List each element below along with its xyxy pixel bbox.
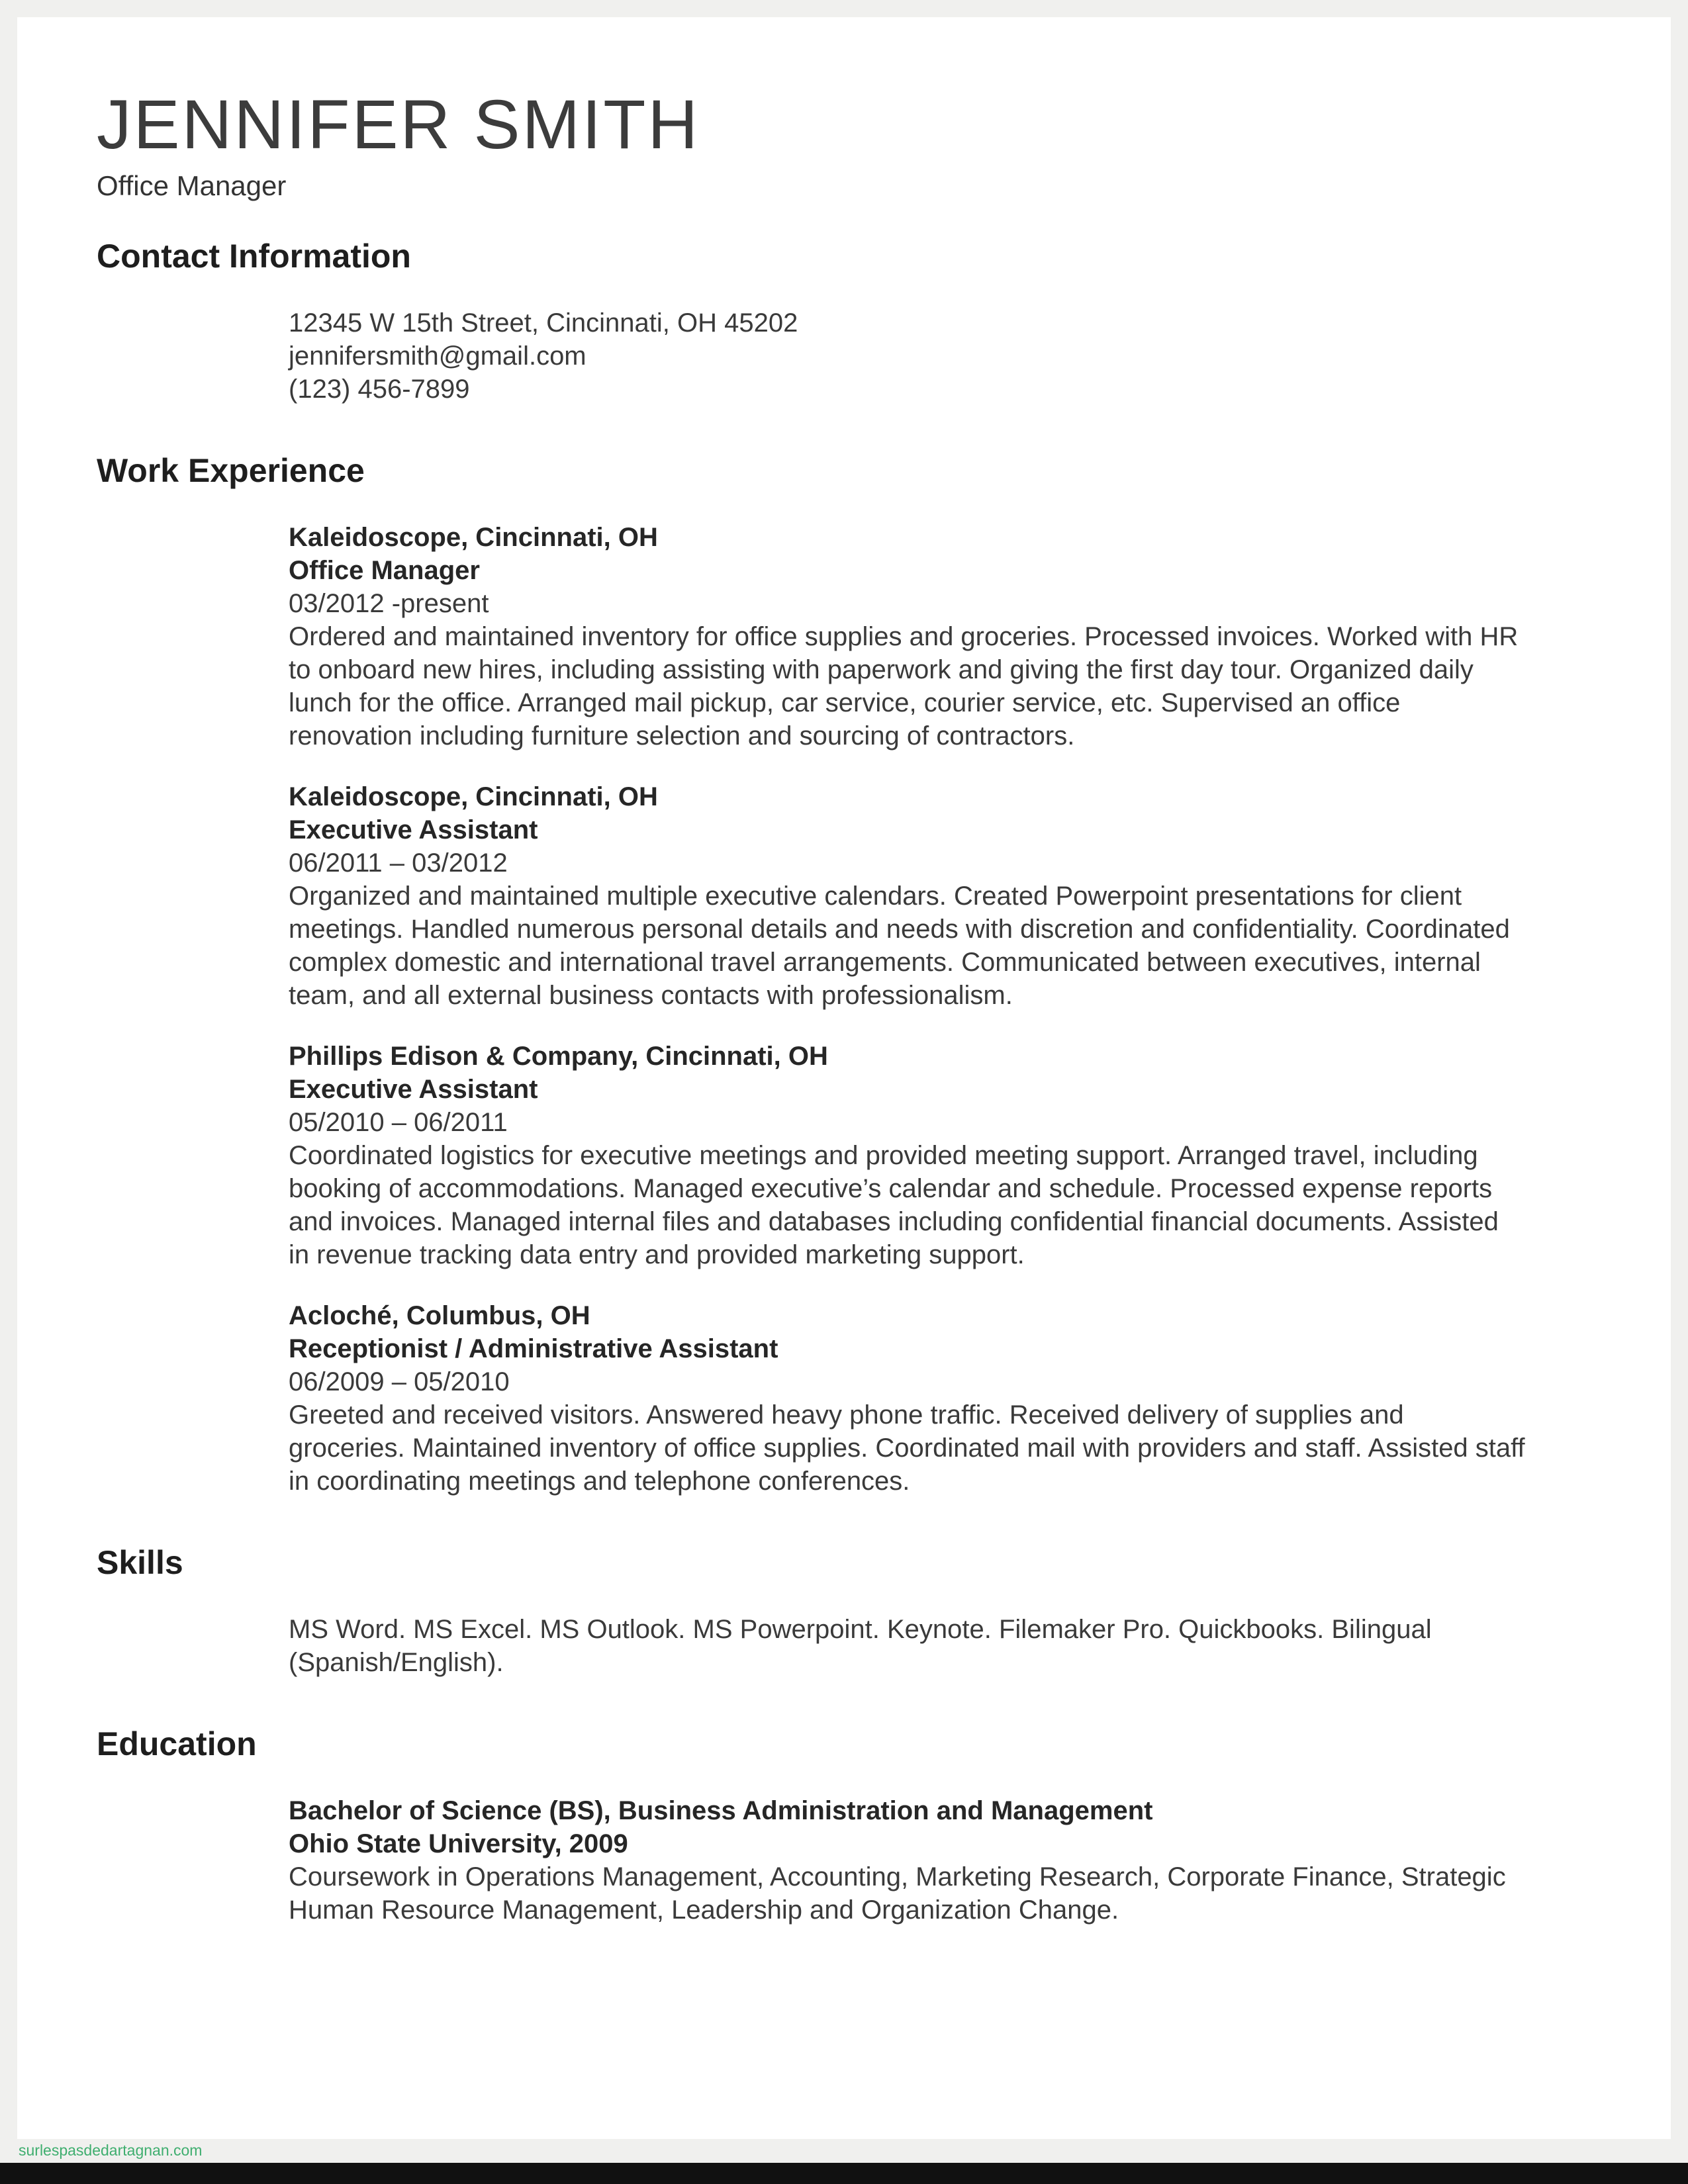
skills-text: MS Word. MS Excel. MS Outlook. MS Powerpoint. Keynote. Filemaker Pro. Quickbooks. Bilingual (Spanish/English). <box>289 1614 1432 1677</box>
job-entry <box>289 521 1526 752</box>
job-description: Coordinated logistics for executive meetings and provided meeting support. Arranged travel, including booking of accommodations. Managed executive’s calendar and schedule. Processed expense reports and invoices. Managed internal files and databases including confidential financial documents. Assisted in revenue tracking data entry and provided marketing support. <box>289 1140 1499 1269</box>
bottom-bar <box>0 2163 1688 2184</box>
job-role: Executive Assistant <box>289 1074 538 1104</box>
job-dates: 06/2011 – 03/2012 <box>289 848 508 878</box>
job-role: Executive Assistant <box>289 815 538 844</box>
job-entry <box>289 1299 1526 1498</box>
education-degree: Bachelor of Science (BS), Business Administration and Management <box>289 1796 1153 1825</box>
skills-heading: Skills <box>97 1543 183 1581</box>
resume-name: JENNIFER SMITH <box>97 86 700 163</box>
work-experience-heading: Work Experience <box>97 451 365 489</box>
job-dates: 03/2012 -present <box>289 588 489 618</box>
resume-page <box>17 17 1671 2139</box>
education-school: Ohio State University, 2009 <box>289 1829 628 1858</box>
job-company: Kaleidoscope, Cincinnati, OH <box>289 522 658 552</box>
section-skills <box>97 1544 1591 1679</box>
education-coursework: Coursework in Operations Management, Accounting, Marketing Research, Corporate Finance, Strategic Human Resource Management, Leadership and Organization Change. <box>289 1862 1506 1925</box>
work-experience-list <box>289 521 1526 1498</box>
job-entry <box>289 1040 1526 1271</box>
job-description: Ordered and maintained inventory for office supplies and groceries. Processed invoices. Worked with HR to onboard new hires, including assisting with paperwork and giving the first day tour. Organized daily lunch for the office. Arranged mail pickup, car service, courier service, etc. Supervised an office renovation including furniture selection and sourcing of contractors. <box>289 621 1519 751</box>
section-education <box>97 1725 1591 1927</box>
job-dates: 05/2010 – 06/2011 <box>289 1107 508 1137</box>
education-details <box>289 1794 1526 1927</box>
job-role: Office Manager <box>289 555 480 585</box>
job-description: Organized and maintained multiple executive calendars. Created Powerpoint presentations for client meetings. Handled numerous personal details and needs with discretion and confidentiality. Coordinated complex domestic and international travel arrangements. Communicated between executives, internal team, and all external business contacts with professionalism. <box>289 881 1510 1010</box>
job-dates: 06/2009 – 05/2010 <box>289 1367 510 1396</box>
contact-details <box>289 306 1526 406</box>
job-entry <box>289 780 1526 1012</box>
contact-address: 12345 W 15th Street, Cincinnati, OH 45202 <box>289 308 798 338</box>
education-heading: Education <box>97 1725 257 1762</box>
contact-email: jennifersmith@gmail.com <box>289 341 586 371</box>
job-company: Phillips Edison & Company, Cincinnati, OH <box>289 1041 828 1071</box>
footer-site-link[interactable]: surlespasdedartagnan.com <box>19 2142 203 2159</box>
contact-phone: (123) 456-7899 <box>289 374 470 404</box>
resume-header <box>97 87 1591 202</box>
contact-heading: Contact Information <box>97 237 411 275</box>
job-role: Receptionist / Administrative Assistant <box>289 1334 778 1363</box>
section-contact <box>97 238 1591 406</box>
job-description: Greeted and received visitors. Answered heavy phone traffic. Received delivery of supplies and groceries. Maintained inventory of office supplies. Coordinated mail with providers and staff. Assisted staff in coordinating meetings and telephone conferences. <box>289 1400 1525 1496</box>
job-company: Acloché, Columbus, OH <box>289 1300 590 1330</box>
resume-job-title: Office Manager <box>97 169 287 201</box>
section-work-experience <box>97 452 1591 1498</box>
job-company: Kaleidoscope, Cincinnati, OH <box>289 782 658 811</box>
